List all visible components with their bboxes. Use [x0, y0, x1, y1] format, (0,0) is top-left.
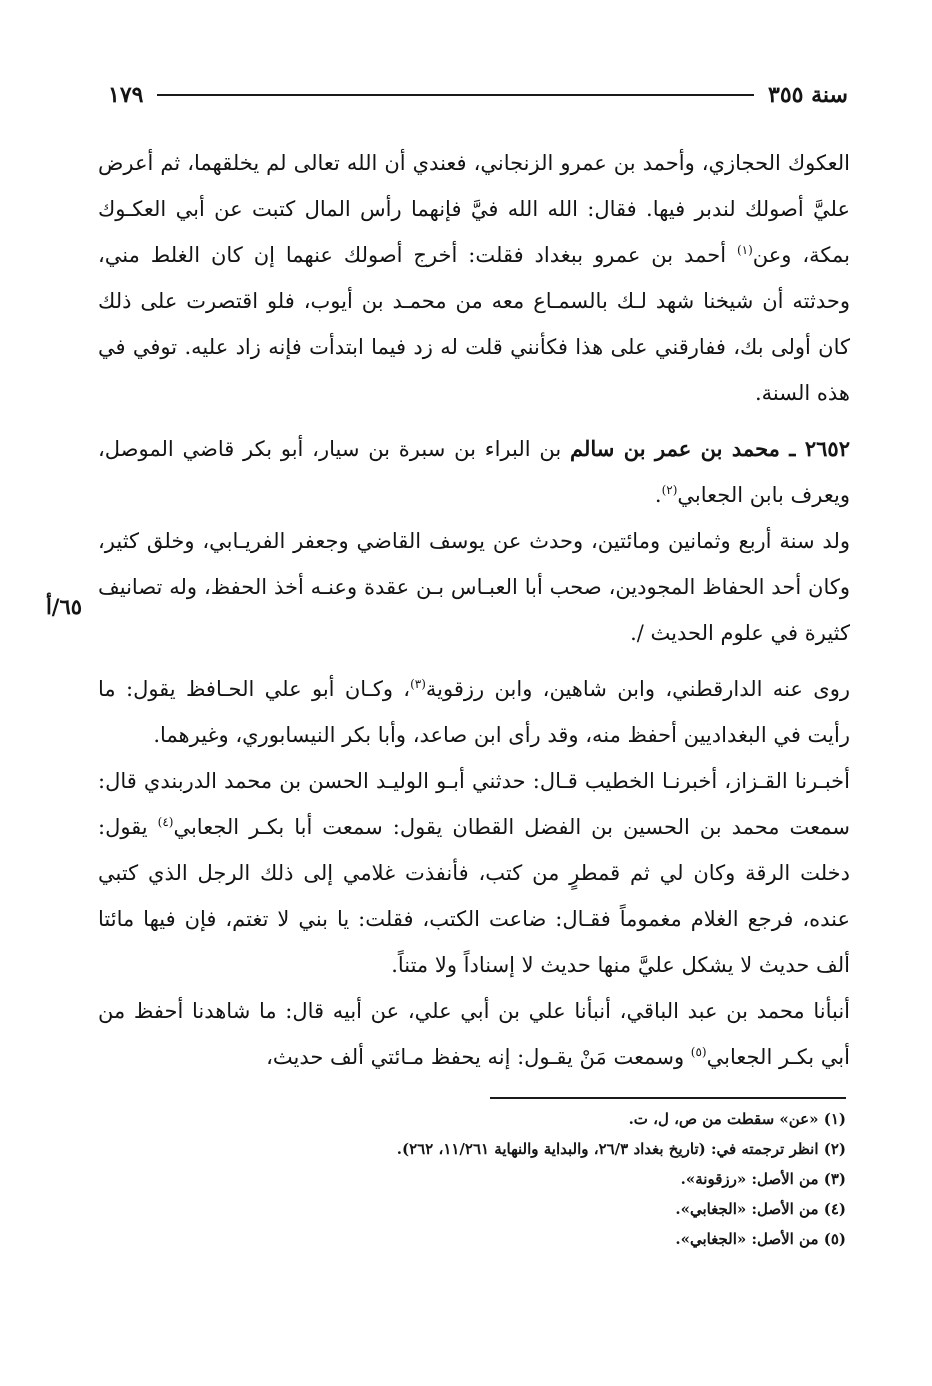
paragraph-5: [98, 758, 850, 988]
paragraph-4-text-cont: ، وكـان أبو علي الحـافظ يقول: ما رأيت في البغداديين أحفظ منه، وقد رأى ابن صاعد، وأبا بكر النيسابوري، وغيرهما.: [98, 677, 850, 747]
paragraph-5-text-cont: يقول: دخلت الرقة وكان لي ثم قمطرٍ من كتب، فأنفذت غلامي إلى ذلك الرجل الذي كتبي عنده، فرجع الغلام مغموماً فقـال: ضاعت الكتب، فقلت: يا بني لا تغتم، فإن فيها مائتا ألف حديث لا يشكل عليَّ منها حديث لا إسناداً ولا متناً.: [98, 815, 850, 977]
paragraph-4: [98, 666, 850, 758]
paragraph-5-text: أخبـرنا القـزاز، أخبرنـا الخطيب قـال: حدثني أبـو الوليـد الحسن بن محمد الدربندي قال: سمعت محمد بن الحسين بن الفضل القطان يقول: سمعت أبا بكـر الجعابي: [98, 769, 851, 839]
paragraph-4-text: روى عنه الدارقطني، وابن شاهين، وابن رزقوية: [425, 677, 850, 701]
footnote-ref-2[interactable]: (٢): [661, 483, 678, 497]
footnotes: [240, 1104, 846, 1254]
paragraph-6-text-cont: وسمعت مَنْ يقـول: إنه يحفظ مـائتي ألف حديث،: [266, 1045, 691, 1069]
footnote-5: (٥) من الأصل: «الجغابي».: [675, 1230, 846, 1248]
paragraph-6-text: أنبأنا محمد بن عبد الباقي، أنبأنا علي بن أبي علي، عن أبيه قال: ما شاهدنا أحفظ من أبي بكـر الجعابي: [98, 999, 850, 1069]
paragraph-3: [98, 518, 850, 656]
entry-paragraph: [98, 426, 850, 518]
footnote-3: (٣) من الأصل: «رزقونة».: [680, 1170, 846, 1188]
footnote-ref-1[interactable]: (١): [736, 243, 753, 257]
footnote-ref-4[interactable]: (٤): [157, 815, 174, 829]
footnote-2: (٢) انظر ترجمته في: (تاريخ بغداد ٢٦/٣، والبداية والنهاية ١١/٢٦١، ٢٦٢).: [396, 1140, 846, 1158]
footnote-ref-5[interactable]: (٥): [690, 1045, 707, 1059]
paragraph-1b-text: أحمد بن عمرو ببغداد فقلت: أخرج أصولك عنهما إن كان الغلط مني، وحدثته أن شيخنا شهد لـك بالسمـاع معه من محمـد بن أيوب، فلو اقتصرت على ذلك كان أولى بك، ففارقني على هذا فكأنني قلت له زد فيما ابتدأت فإنه زاد عليه. توفي في هذه السنة.: [98, 243, 850, 405]
paragraph-3-text: ولد سنة أربع وثمانين ومائتين، وحدث عن يوسف القاضي وجعفر الفريـابي، وخلق كثير، وكان أحد الحفاظ المجودين، صحب أبا العبـاس بـن عقدة وعنـه أخذ الحفظ، وله تصانيف كثيرة في علوم الحديث /.: [98, 529, 850, 645]
paragraph-1-text: العكوك الحجازي، وأحمد بن عمرو الزنجاني، فعندي أن الله تعالى لم يخلقهما، ثم أعرض عليَّ أصولك لندبر فيها. فقال: الله الله فيَّ فإنهما رأس المال كتبت عن أبي العكـوك بمكة، وعن: [98, 151, 850, 267]
entry-heading: ٢٦٥٢ ـ محمد بن عمر بن سالم: [569, 436, 850, 461]
page-number: ١٧٩: [108, 82, 144, 108]
header-year: سنة ٣٥٥: [768, 82, 848, 108]
running-header: [108, 78, 848, 112]
footnote-4: (٤) من الأصل: «الجغابي».: [675, 1200, 846, 1218]
footnote-separator: [490, 1097, 846, 1099]
footnote-ref-3[interactable]: (٣): [410, 677, 426, 691]
paragraph-1: [98, 140, 850, 416]
paragraph-6: [98, 988, 850, 1080]
entry-text: بن البراء بن سبرة بن سيار، أبو بكر قاضي الموصل، ويعرف بابن الجعابي: [98, 437, 850, 507]
main-text: [98, 140, 850, 1080]
margin-folio-note: ٦٥/أ: [45, 594, 83, 619]
entry-text-end: .: [654, 483, 662, 507]
header-rule: [157, 94, 754, 96]
footnote-1: (١) «عن» سقطت من ص، ل، ت.: [628, 1110, 846, 1128]
